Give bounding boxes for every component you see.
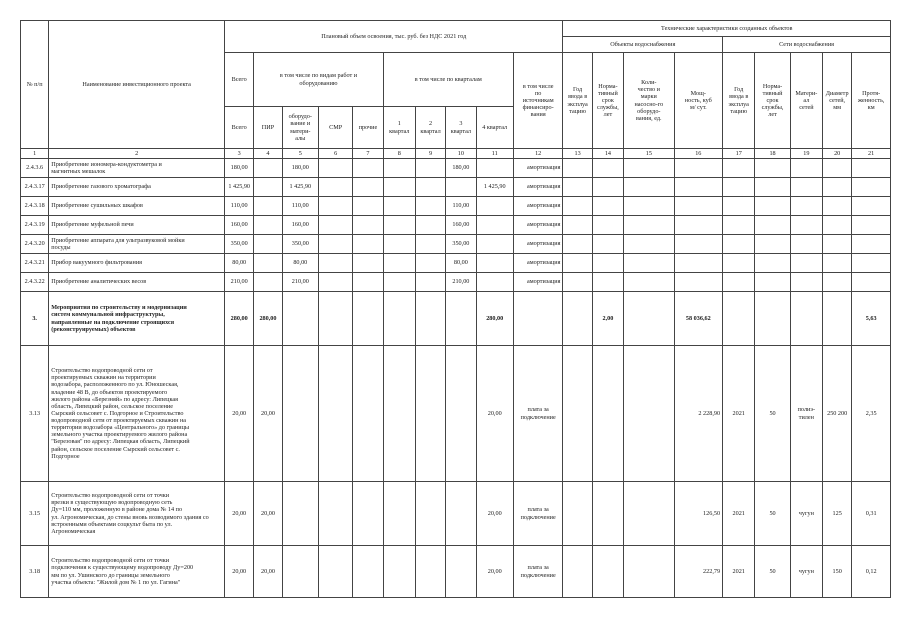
project-row bbox=[21, 482, 891, 546]
project-source: плата за подключение bbox=[513, 546, 563, 598]
project-row bbox=[21, 546, 891, 598]
investment-table bbox=[20, 20, 891, 598]
col-number: 12 bbox=[513, 149, 563, 159]
section-name: Мероприятия по строительству и модернизации систем коммунальной инфраструктуры, направленные на подключение строящихся (реконструируемых) объектов bbox=[49, 292, 225, 346]
col-number: 21 bbox=[852, 149, 891, 159]
header-wi-life: Норма- тивный срок службы, лет bbox=[592, 53, 623, 149]
header-wn-material: Матери- ал сетей bbox=[790, 53, 822, 149]
row-total: 180,00 bbox=[225, 159, 254, 178]
section-pir: 280,00 bbox=[254, 292, 282, 346]
col-number: 10 bbox=[446, 149, 476, 159]
header-num: № п/п bbox=[21, 21, 49, 149]
row-q3: 160,00 bbox=[446, 216, 476, 235]
project-pir: 20,00 bbox=[254, 346, 282, 482]
header-pir: ПИР bbox=[254, 107, 282, 149]
col-number: 18 bbox=[755, 149, 790, 159]
row-pir bbox=[254, 178, 282, 197]
row-source: амортизация bbox=[513, 273, 563, 292]
row-pir bbox=[254, 159, 282, 178]
project-wn-year: 2021 bbox=[723, 546, 755, 598]
row-total: 110,00 bbox=[225, 197, 254, 216]
row-source: амортизация bbox=[513, 159, 563, 178]
project-q4: 20,00 bbox=[476, 346, 513, 482]
header-project-name: Наименование инвестиционного проекта bbox=[49, 21, 225, 149]
row-source: амортизация bbox=[513, 235, 563, 254]
row-name: Приобретение муфельной печи bbox=[49, 216, 225, 235]
header-wi-year: Год ввода в эксплуа тацию bbox=[563, 53, 592, 149]
project-name: Строительство водопроводной сети от точки подключения к существующему водопроводу Ду=200 мм по ул. Ушинского до границы земельного участка объекта: "Жилой дом № 1 по ул. Гагина" bbox=[49, 546, 225, 598]
project-wn-diameter: 250 200 bbox=[823, 346, 852, 482]
project-wn-year: 2021 bbox=[723, 482, 755, 546]
section-wi-life: 2,00 bbox=[592, 292, 623, 346]
project-wn-life: 50 bbox=[755, 546, 790, 598]
col-number: 3 bbox=[225, 149, 254, 159]
row-source: амортизация bbox=[513, 254, 563, 273]
table-row bbox=[21, 254, 891, 273]
row-total: 80,00 bbox=[225, 254, 254, 273]
col-number: 2 bbox=[49, 149, 225, 159]
header-planned-volume: Плановый объем освоения, тыс. руб. без НДС 2021 год bbox=[225, 21, 563, 53]
row-q4 bbox=[476, 159, 513, 178]
col-number: 6 bbox=[318, 149, 352, 159]
row-equipment: 210,00 bbox=[282, 273, 318, 292]
row-num: 2.4.3.21 bbox=[21, 254, 49, 273]
section-row bbox=[21, 292, 891, 346]
row-source: амортизация bbox=[513, 197, 563, 216]
project-wn-length: 0,31 bbox=[852, 482, 891, 546]
row-equipment: 1 425,90 bbox=[282, 178, 318, 197]
row-num: 2.4.3.20 bbox=[21, 235, 49, 254]
header-wn-life: Норма- тивный срок службы, лет bbox=[755, 53, 790, 149]
header-other: прочие bbox=[353, 107, 383, 149]
table-row bbox=[21, 235, 891, 254]
project-wn-material: полиэ- тилен bbox=[790, 346, 822, 482]
row-pir bbox=[254, 235, 282, 254]
project-source: плата за подключение bbox=[513, 346, 563, 482]
col-number: 15 bbox=[624, 149, 675, 159]
header-wi-power: Мощ- ность, куб м/ сут. bbox=[674, 53, 722, 149]
row-total: 1 425,90 bbox=[225, 178, 254, 197]
project-name: Строительство водопроводной сети от проектируемых скважин на территории водозабора, расположенного по ул. Юношеская, владение 48 В, до объектов проектируемого жилого района «Березняй» по адресу: Липецкая область, Липецкий район, сельское поселение Сырский сельсовет с. Подгорное и Строительство водопроводной сети от проектируемых скважин на территории водозабора «Центрального» до границы земельного участка проектируемого жилого района "Березовая" по адресу: Липецкая область, Липецкий район, сельское поселение Сырский сельсовет с. Подгорное bbox=[49, 346, 225, 482]
row-equipment: 80,00 bbox=[282, 254, 318, 273]
row-num: 2.4.3.17 bbox=[21, 178, 49, 197]
col-number: 1 bbox=[21, 149, 49, 159]
header-water-intake: Объекты водоснабжения bbox=[563, 37, 723, 53]
row-name: Приобретение сушильных шкафов bbox=[49, 197, 225, 216]
header-incl-sources: в том числе по источникам финансиро- вания bbox=[513, 53, 563, 149]
project-wn-life: 50 bbox=[755, 482, 790, 546]
row-source: амортизация bbox=[513, 178, 563, 197]
table-row bbox=[21, 197, 891, 216]
header-wn-length: Протя- женность, км bbox=[852, 53, 891, 149]
project-wn-material: чугун bbox=[790, 546, 822, 598]
row-num: 2.4.3.19 bbox=[21, 216, 49, 235]
project-num: 3.18 bbox=[21, 546, 49, 598]
table-row bbox=[21, 216, 891, 235]
col-number: 16 bbox=[674, 149, 722, 159]
project-source: плата за подключение bbox=[513, 482, 563, 546]
project-num: 3.15 bbox=[21, 482, 49, 546]
header-by-work: в том числе по видам работ и оборудованию bbox=[254, 53, 383, 107]
row-q3: 80,00 bbox=[446, 254, 476, 273]
header-q4: 4 квартал bbox=[476, 107, 513, 149]
row-q4 bbox=[476, 273, 513, 292]
project-pir: 20,00 bbox=[254, 546, 282, 598]
header-total: Всего bbox=[225, 53, 254, 107]
row-total: 160,00 bbox=[225, 216, 254, 235]
row-q3 bbox=[446, 178, 476, 197]
row-q4 bbox=[476, 254, 513, 273]
table-row bbox=[21, 159, 891, 178]
row-q4 bbox=[476, 235, 513, 254]
row-q4: 1 425,90 bbox=[476, 178, 513, 197]
row-name: Приобретение аналитических весов bbox=[49, 273, 225, 292]
row-equipment: 180,00 bbox=[282, 159, 318, 178]
col-number: 4 bbox=[254, 149, 282, 159]
row-q4 bbox=[476, 197, 513, 216]
row-q3: 210,00 bbox=[446, 273, 476, 292]
project-q4: 20,00 bbox=[476, 546, 513, 598]
header-smr: СМР bbox=[318, 107, 352, 149]
col-number: 19 bbox=[790, 149, 822, 159]
project-name: Строительство водопроводной сети от точки врезки в существующую водопроводную сеть Ду=110 мм, проложенную в районе дома № 14 по ул. Агрономическая, до стены вновь возводимого здания со встроенными объектами соцкульт быта по ул. Агрономическая bbox=[49, 482, 225, 546]
row-name: Приобретение газового хроматографа bbox=[49, 178, 225, 197]
row-q3: 180,00 bbox=[446, 159, 476, 178]
header-tech-characteristics: Технические характеристики созданных объектов bbox=[563, 21, 891, 37]
column-numbers-row bbox=[21, 149, 891, 159]
table-row bbox=[21, 178, 891, 197]
row-num: 2.4.3.6 bbox=[21, 159, 49, 178]
project-wi-power: 2 228,90 bbox=[674, 346, 722, 482]
header-q2: 2 квартал bbox=[415, 107, 445, 149]
project-wi-power: 126,50 bbox=[674, 482, 722, 546]
col-number: 17 bbox=[723, 149, 755, 159]
project-wn-life: 50 bbox=[755, 346, 790, 482]
row-equipment: 110,00 bbox=[282, 197, 318, 216]
project-wn-year: 2021 bbox=[723, 346, 755, 482]
row-source: амортизация bbox=[513, 216, 563, 235]
row-q3: 110,00 bbox=[446, 197, 476, 216]
section-q4: 280,00 bbox=[476, 292, 513, 346]
row-num: 2.4.3.22 bbox=[21, 273, 49, 292]
header-water-networks: Сети водоснабжения bbox=[723, 37, 891, 53]
header-wi-qty: Коли- чество и марки насосно-го оборудо- вания, ед. bbox=[624, 53, 675, 149]
header-q1: 1 квартал bbox=[383, 107, 415, 149]
project-wn-diameter: 150 bbox=[823, 546, 852, 598]
row-pir bbox=[254, 197, 282, 216]
header-by-quarter: в том числе по кварталам bbox=[383, 53, 513, 107]
header-q3: 3 квартал bbox=[446, 107, 476, 149]
project-pir: 20,00 bbox=[254, 482, 282, 546]
col-number: 13 bbox=[563, 149, 592, 159]
row-q4 bbox=[476, 216, 513, 235]
project-total: 20,00 bbox=[225, 346, 254, 482]
project-total: 20,00 bbox=[225, 546, 254, 598]
project-wn-length: 0,12 bbox=[852, 546, 891, 598]
row-name: Приобретение иономера-кондуктометра и магнитных мешалок bbox=[49, 159, 225, 178]
row-pir bbox=[254, 254, 282, 273]
section-num: 3. bbox=[21, 292, 49, 346]
project-wn-diameter: 125 bbox=[823, 482, 852, 546]
row-equipment: 350,00 bbox=[282, 235, 318, 254]
project-wi-power: 222,79 bbox=[674, 546, 722, 598]
col-number: 14 bbox=[592, 149, 623, 159]
col-number: 7 bbox=[353, 149, 383, 159]
row-q3: 350,00 bbox=[446, 235, 476, 254]
row-total: 210,00 bbox=[225, 273, 254, 292]
row-equipment: 160,00 bbox=[282, 216, 318, 235]
project-wn-length: 2,35 bbox=[852, 346, 891, 482]
project-total: 20,00 bbox=[225, 482, 254, 546]
project-num: 3.13 bbox=[21, 346, 49, 482]
col-number: 5 bbox=[282, 149, 318, 159]
col-number: 11 bbox=[476, 149, 513, 159]
section-wi-power: 58 036,62 bbox=[674, 292, 722, 346]
row-name: Приобретение аппарата для ультразвуковой мойки посуды bbox=[49, 235, 225, 254]
row-name: Прибор вакуумного фильтрования bbox=[49, 254, 225, 273]
row-num: 2.4.3.18 bbox=[21, 197, 49, 216]
table-row bbox=[21, 273, 891, 292]
header-wn-diameter: Диаметр сетей, мм bbox=[823, 53, 852, 149]
col-number: 9 bbox=[415, 149, 445, 159]
col-number: 8 bbox=[383, 149, 415, 159]
header-wn-year: Год ввода в эксплуа тацию bbox=[723, 53, 755, 149]
project-row bbox=[21, 346, 891, 482]
project-q4: 20,00 bbox=[476, 482, 513, 546]
row-pir bbox=[254, 216, 282, 235]
section-wn-length: 5,63 bbox=[852, 292, 891, 346]
header-equipment: оборудо- вание и матери- алы bbox=[282, 107, 318, 149]
project-wn-material: чугун bbox=[790, 482, 822, 546]
row-pir bbox=[254, 273, 282, 292]
col-number: 20 bbox=[823, 149, 852, 159]
section-total: 280,00 bbox=[225, 292, 254, 346]
row-total: 350,00 bbox=[225, 235, 254, 254]
header-sub-total: Всего bbox=[225, 107, 254, 149]
